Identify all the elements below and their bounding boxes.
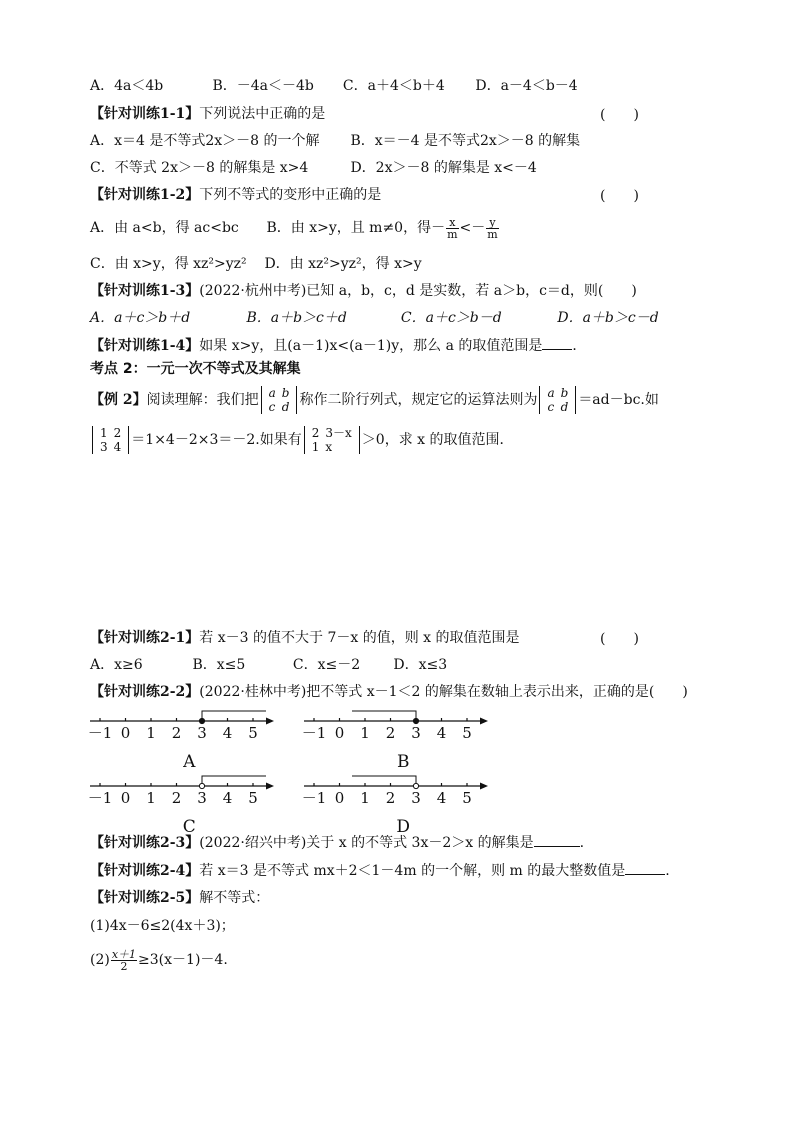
t13-option-d: D．a＋b＞c－d <box>557 310 659 326</box>
q1-option-b: B．－4a＜－4b <box>212 78 314 94</box>
axis-arrow <box>266 783 274 790</box>
axis-tick-label: －1 <box>302 724 327 742</box>
axis-tick-label: －1 <box>88 789 113 807</box>
det-cell: c <box>268 400 276 414</box>
t25-part2-label: (2) <box>90 952 110 968</box>
t21-stem: 若 x－3 的值不大于 7－x 的值，则 x 的取值范围是 <box>199 630 520 646</box>
t24-stem: 若 x＝3 是不等式 mx＋2＜1－4m 的一个解，则 m 的最大整数值是 <box>199 863 626 879</box>
det-cell: a <box>547 386 555 400</box>
ex2-determinant-1234 <box>92 426 129 454</box>
number-line-a[interactable] <box>88 703 278 771</box>
t21-options <box>90 655 447 675</box>
ex2-line1 <box>90 384 659 416</box>
t24-stem-line <box>90 860 670 881</box>
t23-stem-line <box>90 832 584 853</box>
t11-option-b: B．x＝－4 是不等式2x＞－8 的解集 <box>350 133 581 149</box>
t11-options-row1 <box>90 131 580 151</box>
axis-tick-label: －1 <box>302 789 327 807</box>
ex2-determinant-rule <box>539 386 576 414</box>
t14-end-punct: ． <box>572 338 587 354</box>
axis-tick-label: 1 <box>146 789 156 807</box>
axis-tick-label: 5 <box>462 724 472 742</box>
det-cell: d <box>560 400 569 414</box>
det-cell: a <box>268 386 276 400</box>
t22-stem-line <box>90 682 688 702</box>
t11-stem-line <box>90 104 325 124</box>
axis-tick-label: 3 <box>197 724 207 742</box>
det-cell: 1 <box>311 440 320 454</box>
t11-option-c: C．不等式 2x＞－8 的解集是 x>4 <box>90 160 309 176</box>
axis-arrow <box>266 718 274 725</box>
t12-option-d: D．由 xz²>yz²，得 x>y <box>264 256 422 272</box>
axis-tick-label: 3 <box>411 724 421 742</box>
ex2-text-5: ＞0，求 x 的取值范围． <box>361 432 514 448</box>
solution-ray <box>352 711 416 721</box>
t12-option-b <box>266 214 499 242</box>
det-cell: 3－x <box>325 426 352 440</box>
t25-fraction <box>111 949 137 972</box>
option-label: A <box>183 752 196 771</box>
ex2-line2 <box>90 424 513 456</box>
axis-tick-label: 4 <box>436 789 447 807</box>
t12-stem-line <box>90 185 381 205</box>
det-cell: b <box>281 386 290 400</box>
t23-heading: 【针对训练2-3】 <box>90 835 200 851</box>
t24-answer-blank[interactable] <box>625 860 665 875</box>
t24-end-punct: . <box>665 863 670 879</box>
t21-stem-line <box>90 628 520 648</box>
t25-fraction-numerator: x＋1 <box>111 947 137 961</box>
t14-stem: 如果 x>y，且(a－1)x<(a－1)y，那么 a 的取值范围是 <box>199 338 543 354</box>
ex2-heading: 【例 2】 <box>90 392 147 408</box>
axis-tick-label: 5 <box>248 724 258 742</box>
solution-ray <box>202 711 266 721</box>
axis-tick-label: 1 <box>146 724 156 742</box>
axis-tick-label: 0 <box>120 789 131 807</box>
axis-tick-label: 0 <box>120 724 131 742</box>
number-line-c[interactable] <box>88 768 278 836</box>
axis-tick-label: 4 <box>222 789 233 807</box>
axis-tick-label: 2 <box>385 789 396 807</box>
t25-stem: 解不等式： <box>199 890 270 906</box>
t12-fraction-denominator: m <box>487 227 498 241</box>
t12-heading: 【针对训练1-2】 <box>90 187 200 203</box>
ex2-determinant-x <box>304 426 360 454</box>
axis-tick-label: 0 <box>334 724 345 742</box>
closed-point <box>413 718 418 723</box>
t11-stem: 下列说法中正确的是 <box>199 106 326 122</box>
t14-stem-line <box>90 335 586 356</box>
t12-option-b-less-than: <－ <box>459 220 486 236</box>
t11-heading: 【针对训练1-1】 <box>90 106 200 122</box>
axis-tick-label: 4 <box>436 724 447 742</box>
t11-option-d: D．2x＞－8 的解集是 x<－4 <box>350 160 537 176</box>
t11-options-row2 <box>90 158 537 178</box>
axis-arrow <box>480 783 488 790</box>
t25-fraction-denominator: 2 <box>120 959 128 973</box>
det-cell: b <box>560 386 569 400</box>
t14-answer-blank[interactable] <box>542 335 572 350</box>
det-cell: 2 <box>311 426 320 440</box>
kaodian2-heading: 考点 2：一元一次不等式及其解集 <box>90 361 301 377</box>
det-cell: c <box>547 400 555 414</box>
q1-option-a: A．4a＜4b <box>90 78 164 94</box>
t23-answer-blank[interactable] <box>534 832 580 847</box>
t12-option-a: A．由 a<b，得 ac<bc <box>90 220 239 236</box>
t25-part1: (1)4x－6≤2(4x＋3)； <box>90 918 235 934</box>
t21-option-d: D．x≤3 <box>393 657 448 673</box>
t25-heading: 【针对训练2-5】 <box>90 890 200 906</box>
t21-option-b: B．x≤5 <box>192 657 246 673</box>
axis-tick-label: 3 <box>411 789 421 807</box>
ex2-determinant-abcd <box>261 386 298 414</box>
axis-tick-label: －1 <box>88 724 113 742</box>
closed-point <box>199 718 204 723</box>
t13-option-b: B．a＋b＞c＋d <box>246 310 347 326</box>
det-cell: d <box>281 400 290 414</box>
t13-option-c: C．a＋c＞b－d <box>400 310 502 326</box>
t21-option-a: A．x≥6 <box>90 657 143 673</box>
t13-stem: (2022·杭州中考)已知 a，b，c，d 是实数，若 a＞b，c＝d，则( ) <box>199 283 637 299</box>
axis-arrow <box>480 718 488 725</box>
t21-option-c: C．x≤－2 <box>292 657 361 673</box>
t22-heading: 【针对训练2-2】 <box>90 684 200 700</box>
t12-option-c: C．由 x>y，得 xz²>yz² <box>90 256 247 272</box>
t13-option-a: A．a＋c＞b＋d <box>90 310 191 326</box>
ex2-text-4: ＝1×4－2×3＝－2.如果有 <box>131 432 302 448</box>
option-label: B <box>397 752 410 771</box>
solution-ray <box>352 776 416 786</box>
t13-stem-line <box>90 281 637 301</box>
axis-tick-label: 2 <box>171 724 182 742</box>
t12-fraction-x-m <box>446 217 458 240</box>
t13-heading: 【针对训练1-3】 <box>90 283 200 299</box>
t12-fraction-y-m <box>486 217 498 240</box>
t12-answer-paren: ( ) <box>600 188 639 204</box>
number-line-d[interactable] <box>302 768 492 836</box>
t25-part2 <box>90 946 228 974</box>
t14-heading: 【针对训练1-4】 <box>90 338 200 354</box>
axis-tick-label: 4 <box>222 724 233 742</box>
det-cell: 4 <box>113 440 122 454</box>
t21-heading: 【针对训练2-1】 <box>90 630 200 646</box>
open-point <box>413 783 418 788</box>
t25-part2-rest: ≥3(x－1)－4. <box>138 952 228 968</box>
number-line-b[interactable] <box>302 703 492 771</box>
t13-options <box>90 308 659 328</box>
option-label: C <box>182 817 196 836</box>
t24-heading: 【针对训练2-4】 <box>90 863 200 879</box>
det-cell: 1 <box>100 426 108 440</box>
ex2-text-3: ＝ad－bc.如 <box>578 392 659 408</box>
t22-stem: (2022·桂林中考)把不等式 x－1＜2 的解集在数轴上表示出来，正确的是( ) <box>199 684 688 700</box>
solution-ray <box>202 776 266 786</box>
q1-option-c: C．a＋4＜b＋4 <box>342 78 445 94</box>
option-label: D <box>396 817 411 836</box>
axis-tick-label: 2 <box>171 789 182 807</box>
axis-tick-label: 5 <box>462 789 472 807</box>
axis-tick-label: 1 <box>360 724 370 742</box>
q1-options <box>90 76 578 96</box>
ex2-text-1: 阅读理解：我们把 <box>146 392 259 408</box>
t23-end-punct: . <box>579 835 585 851</box>
axis-tick-label: 0 <box>334 789 345 807</box>
q1-option-d: D．a－4＜b－4 <box>475 78 578 94</box>
axis-tick-label: 1 <box>360 789 370 807</box>
det-cell: 3 <box>100 440 108 454</box>
t12-fraction-numerator: x <box>446 217 458 229</box>
det-cell: 2 <box>113 426 122 440</box>
t12-fraction-denominator: m <box>447 227 458 241</box>
axis-tick-label: 5 <box>248 789 258 807</box>
axis-tick-label: 3 <box>197 789 207 807</box>
ex2-text-2: 称作二阶行列式，规定它的运算法则为 <box>299 392 538 408</box>
t12-fraction-numerator: y <box>486 217 498 229</box>
open-point <box>199 783 204 788</box>
t23-stem: (2022·绍兴中考)关于 x 的不等式 3x－2＞x 的解集是 <box>199 835 534 851</box>
t21-answer-paren: ( ) <box>600 631 639 647</box>
t12-stem: 下列不等式的变形中正确的是 <box>199 187 382 203</box>
t25-stem-line <box>90 888 269 908</box>
t11-answer-paren: ( ) <box>600 107 639 123</box>
t11-option-a: A．x＝4 是不等式2x＞－8 的一个解 <box>90 133 320 149</box>
axis-tick-label: 2 <box>385 724 396 742</box>
t12-options-row2 <box>90 254 422 274</box>
t12-option-b-text: B．由 x>y，且 m≠0，得－ <box>266 220 446 236</box>
det-cell: x <box>325 440 333 454</box>
t12-options-row1 <box>90 214 500 242</box>
